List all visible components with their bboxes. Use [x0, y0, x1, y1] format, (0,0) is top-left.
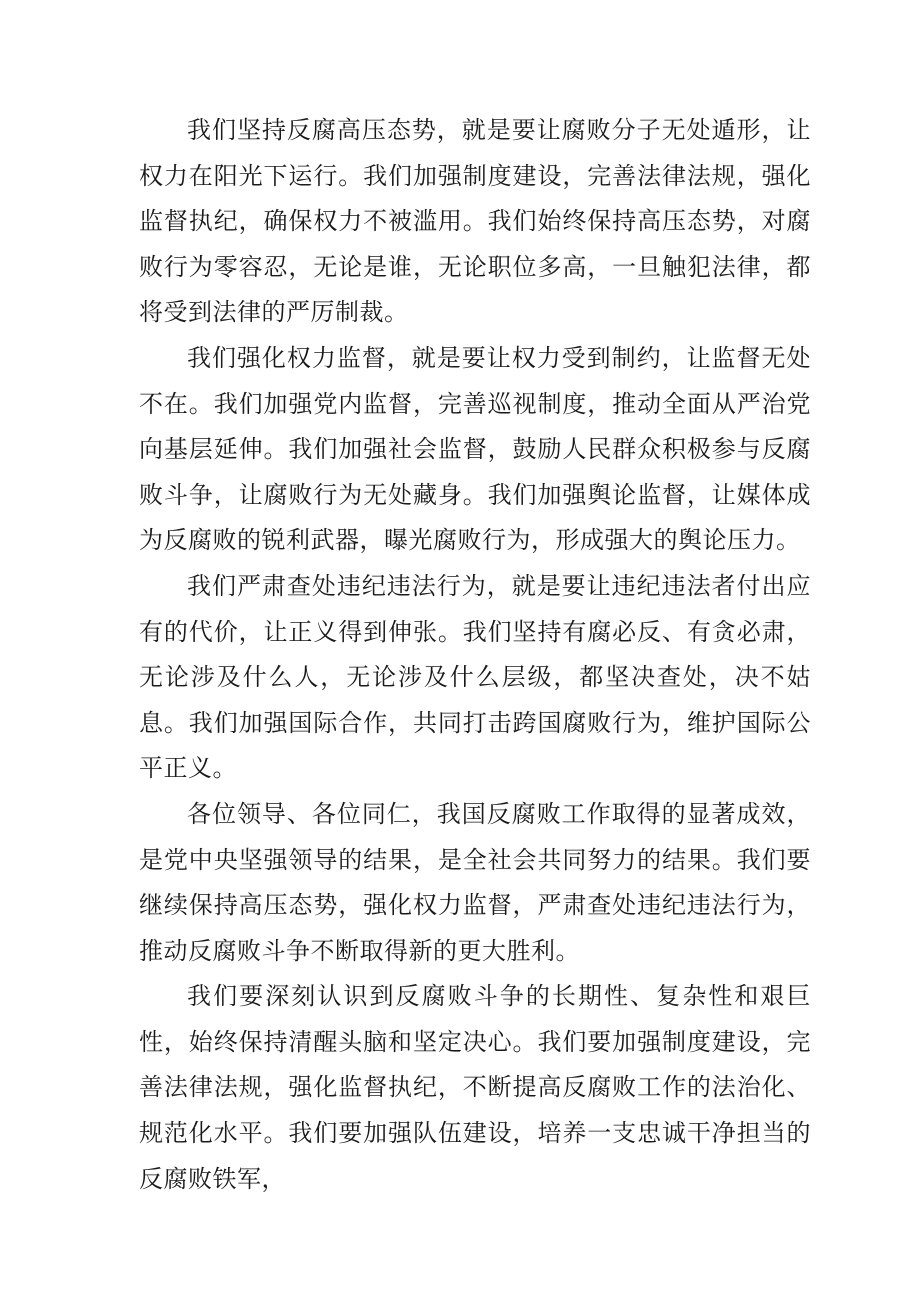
paragraph-2: 我们强化权力监督，就是要让权力受到制约，让监督无处不在。我们加强党内监督，完善巡视制度，推动全面从严治党向基层延伸。我们加强社会监督，鼓励人民群众积极参与反腐败斗争，让腐败行为无处藏身。我们加强舆论监督，让媒体成为反腐败的锐利武器，曝光腐败行为，形成强大的舆论压力。	[139, 343, 811, 555]
paragraph-3: 我们严肃查处违纪违法行为，就是要让违纪违法者付出应有的代价，让正义得到伸张。我们坚持有腐必反、有贪必肃，无论涉及什么人，无论涉及什么层级，都坚决查处，决不姑息。我们加强国际合作，共同打击跨国腐败行为，维护国际公平正义。	[139, 571, 811, 783]
document-body	[139, 108, 811, 1202]
paragraph-1: 我们坚持反腐高压态势，就是要让腐败分子无处遁形，让权力在阳光下运行。我们加强制度建设，完善法律法规，强化监督执纪，确保权力不被滥用。我们始终保持高压态势，对腐败行为零容忍，无论是谁，无论职位多高，一旦触犯法律，都将受到法律的严厉制裁。	[139, 116, 811, 327]
paragraph-4: 各位领导、各位同仁，我国反腐败工作取得的显著成效，是党中央坚强领导的结果，是全社会共同努力的结果。我们要继续保持高压态势，强化权力监督，严肃查处违纪违法行为，推动反腐败斗争不断取得新的更大胜利。	[139, 799, 811, 965]
paragraph-5: 我们要深刻认识到反腐败斗争的长期性、复杂性和艰巨性，始终保持清醒头脑和坚定决心。我们要加强制度建设，完善法律法规，强化监督执纪，不断提高反腐败工作的法治化、规范化水平。我们要加强队伍建设，培养一支忠诚干净担当的反腐败铁军，	[139, 982, 811, 1193]
